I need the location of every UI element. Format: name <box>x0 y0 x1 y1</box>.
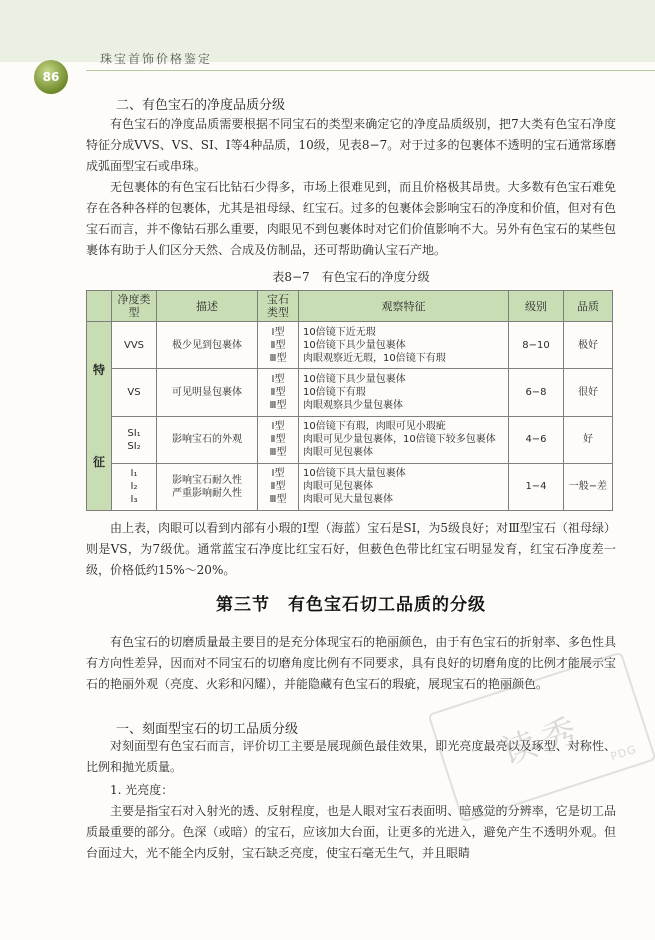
page-number-badge: 86 <box>34 60 68 94</box>
cell-features-line: 10倍镜下具大量包裹体 <box>303 468 406 480</box>
cut-section-heading: 第三节 有色宝石切工品质的分级 <box>216 595 486 615</box>
cell-type-line: Ⅰ型 <box>271 421 285 433</box>
cell-description-line: 影响宝石的外观 <box>172 434 242 446</box>
cell-type <box>258 463 299 510</box>
table-row <box>87 369 613 416</box>
after-table-paragraph: 由上表，肉眼可以看到内部有小瑕的Ⅰ型（海蓝）宝石是SI，为5级良好；对Ⅲ型宝石（祖母绿）则是VS，为7级优。通常蓝宝石净度比红宝石好，但薮色色带比红宝石明显发育，红宝石净度差一级，价格低约15%～20%。 <box>86 521 616 577</box>
cut-subheading: 一、刻面型宝石的切工品质分级 <box>116 722 299 737</box>
table-header-quality: 品质 <box>564 291 613 322</box>
clarity-table <box>86 290 613 511</box>
cell-grade: 8−10 <box>509 322 564 369</box>
cell-class <box>112 369 157 416</box>
cell-features-line: 10倍镜下近无瑕 <box>303 326 376 338</box>
cell-description <box>157 322 258 369</box>
cell-type <box>258 369 299 416</box>
cell-type-line: Ⅱ型 <box>270 386 286 398</box>
cell-class-line: SI₁ <box>127 427 141 439</box>
cell-quality: 一般−差 <box>564 463 613 510</box>
cell-features-line: 10倍镜下有瑕，肉眼可见小瑕疵 <box>303 421 446 433</box>
cell-class-line: VS <box>127 386 141 398</box>
cell-features-line: 肉眼观察近无瑕，10倍镜下有瑕 <box>303 352 446 364</box>
cell-features <box>299 322 509 369</box>
cell-type-line: Ⅰ型 <box>271 326 285 338</box>
cell-features-line: 肉眼可见大量包裹体 <box>303 494 393 506</box>
cell-description <box>157 463 258 510</box>
cell-class <box>112 463 157 510</box>
cell-grade: 4−6 <box>509 416 564 463</box>
table-header-features: 观察特征 <box>299 291 509 322</box>
table-header-row <box>87 291 613 322</box>
table-side-label <box>87 322 112 511</box>
cell-features-line: 肉眼观察具少量包裹体 <box>303 399 403 411</box>
cell-description-line: 严重影响耐久性 <box>172 487 242 499</box>
page-header <box>0 0 655 84</box>
header-rule <box>86 70 655 71</box>
cell-type-line: Ⅲ型 <box>269 352 287 364</box>
table-header-description: 描述 <box>157 291 258 322</box>
cell-type-line: Ⅱ型 <box>270 434 286 446</box>
table-header-side <box>87 291 112 322</box>
table-row <box>87 322 613 369</box>
table-row <box>87 416 613 463</box>
cell-type-line: Ⅰ型 <box>271 468 285 480</box>
cell-description <box>157 416 258 463</box>
cell-grade: 6−8 <box>509 369 564 416</box>
cell-type-line: Ⅲ型 <box>269 399 287 411</box>
clarity-paragraph-1: 有色宝石的净度品质需要根据不同宝石的类型来确定它的净度品质级别，把7大类有色宝石净度特征分成VVS、VS、SI、I等4种品质，10级，见表8−7。对于过多的包裹体不透明的宝石通常琢磨成弧面型宝石或串珠。 <box>86 117 616 173</box>
brightness-label: 1. 光亮度： <box>110 783 174 797</box>
cell-features <box>299 463 509 510</box>
table-row <box>87 463 613 510</box>
side-label-char: 征 <box>92 454 105 469</box>
cell-description-line: 影响宝石耐久性 <box>172 474 242 486</box>
cell-type <box>258 416 299 463</box>
cell-features-line: 肉眼可见包裹体 <box>303 481 373 493</box>
cell-type-line: Ⅲ型 <box>269 494 287 506</box>
watermark-text: 读秀 <box>496 708 590 773</box>
cell-grade: 1−4 <box>509 463 564 510</box>
cut-intro-paragraph: 有色宝石的切磨质量最主要目的是充分体现宝石的艳丽颜色，由于有色宝石的折射率、多色性具有方向性差异，因而对不同宝石的切磨角度比例有不同要求，具有良好的切磨角度的比例才能展示宝石的艳丽外观（亮度、火彩和闪耀），并能隐藏有色宝石的瑕疵，展现宝石的艳丽颜色。 <box>86 635 616 691</box>
header-band <box>0 0 655 62</box>
cell-type-line: Ⅱ型 <box>270 339 286 351</box>
clarity-paragraph-2: 无包裹体的有色宝石比钻石少得多，市场上很难见到，而且价格极其昂贵。大多数有色宝石难免存在各种各样的包裹体，尤其是祖母绿、红宝石。过多的包裹体会影响宝石的净度和价值，但对有色宝石而言，并不像钻石那么重要，肉眼见不到包裹体时对它们价值影响不大。另外有色宝石的某些包裹体有助于人们区分天然、合成及仿制品，还可帮助确认宝石产地。 <box>86 180 616 257</box>
clarity-table-wrap <box>86 290 613 511</box>
brightness-paragraph: 主要是指宝石对入射光的透、反射程度，也是人眼对宝石表面明、暗感觉的分辨率，它是切工品质最重要的部分。色深（或暗）的宝石，应该加大台面，让更多的光进入，避免产生不透明外观。但台面过大，光不能全内反射，宝石缺乏亮度，使宝石毫无生气，并且眼睛 <box>86 804 616 860</box>
book-title: 珠宝首饰价格鉴定 <box>100 52 213 66</box>
cell-quality: 好 <box>564 416 613 463</box>
cut-sub-paragraph: 对刻面型有色宝石而言，评价切工主要是展现颜色最佳效果，即光亮度最亮以及琢型、对称性、比例和抛光质量。 <box>86 739 616 774</box>
table-header-class: 净度类型 <box>112 291 157 322</box>
cell-description-line: 可见明显包裹体 <box>172 386 242 398</box>
table-caption: 表8−7 有色宝石的净度分级 <box>272 270 430 284</box>
cell-class-line: SI₂ <box>127 440 141 452</box>
cell-features-line: 肉眼可见包裹体 <box>303 447 373 459</box>
side-label-char: 特 <box>92 362 105 377</box>
cell-features <box>299 416 509 463</box>
cell-class-line: I₃ <box>130 494 138 506</box>
cell-class <box>112 322 157 369</box>
watermark-sub: PDG <box>608 742 639 764</box>
cell-features-line: 10倍镜下有瑕 <box>303 386 366 398</box>
table-header-grade: 级别 <box>509 291 564 322</box>
cell-class-line: VVS <box>123 339 145 351</box>
cell-features <box>299 369 509 416</box>
table-body <box>87 322 613 511</box>
cell-features-line: 肉眼可见少量包裹体，10倍镜下较多包裹体 <box>303 434 496 446</box>
cell-type <box>258 322 299 369</box>
cell-type-line: Ⅱ型 <box>270 481 286 493</box>
cell-class-line: I₁ <box>130 468 138 480</box>
cell-features-line: 10倍镜下具少量包裹体 <box>303 373 406 385</box>
cell-description <box>157 369 258 416</box>
clarity-body <box>86 114 616 261</box>
after-table-body <box>86 518 616 581</box>
cell-description-line: 极少见到包裹体 <box>172 339 242 351</box>
cell-quality: 极好 <box>564 322 613 369</box>
cell-class <box>112 416 157 463</box>
cell-type-line: Ⅲ型 <box>269 447 287 459</box>
table-header-type: 宝石类型 <box>258 291 299 322</box>
cell-class-line: I₂ <box>130 481 138 493</box>
cell-type-line: Ⅰ型 <box>271 373 285 385</box>
cell-quality: 很好 <box>564 369 613 416</box>
cell-features-line: 10倍镜下具少量包裹体 <box>303 339 406 351</box>
clarity-section-heading: 二、有色宝石的净度品质分级 <box>116 98 286 113</box>
